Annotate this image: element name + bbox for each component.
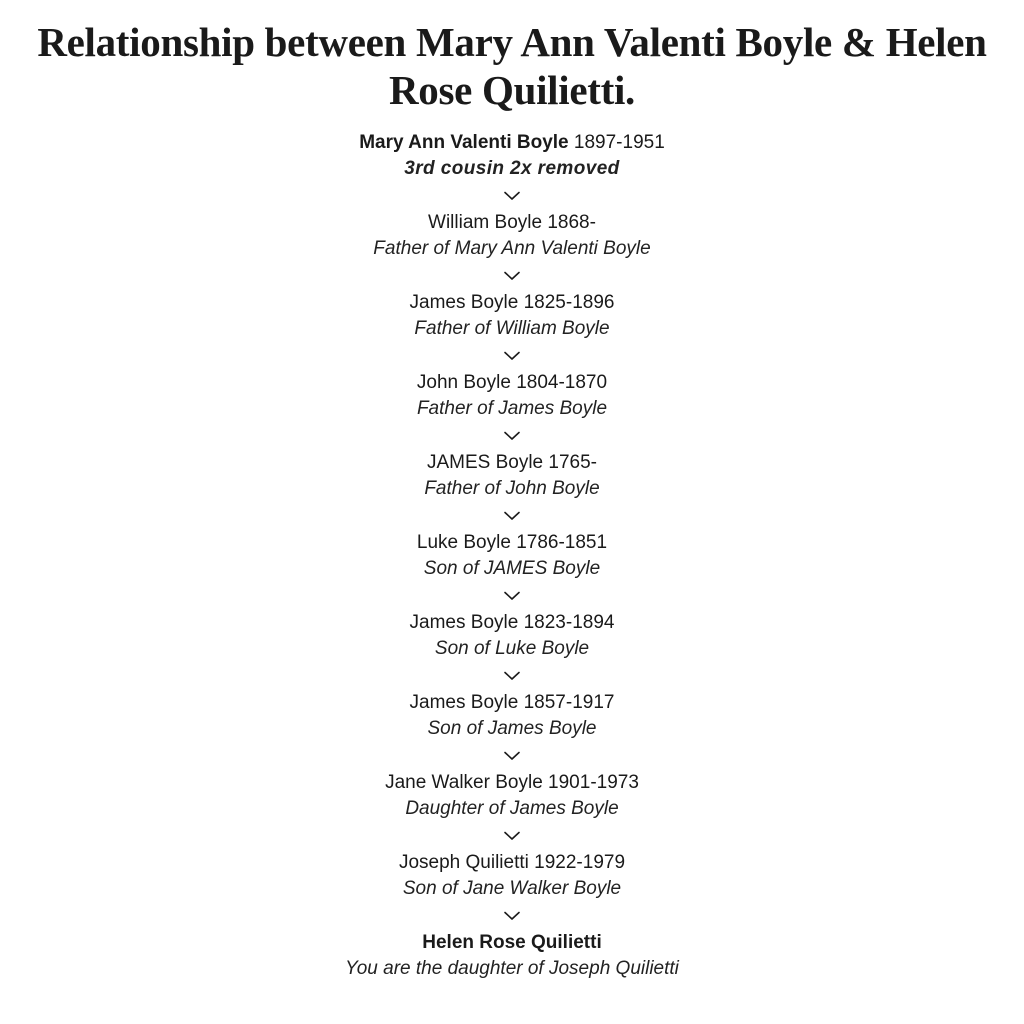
- person-dates: 1804-1870: [516, 372, 608, 393]
- person-entry: [359, 130, 665, 182]
- person-name-line: [410, 690, 615, 716]
- person-dates: 1857-1917: [523, 692, 615, 713]
- person-entry: [399, 850, 625, 902]
- person-name: Jane Walker Boyle: [385, 772, 543, 793]
- person-relation: Son of James Boyle: [427, 718, 597, 739]
- person-dates: 1868-: [547, 212, 596, 233]
- person-relation: Father of John Boyle: [424, 478, 600, 499]
- person-name: James Boyle: [409, 612, 519, 633]
- person-entry: [345, 930, 679, 982]
- chevron-down-icon: [502, 742, 522, 770]
- person-name-line: [427, 450, 597, 476]
- chevron-down-icon: [502, 262, 522, 290]
- person-name-line: [417, 370, 607, 396]
- person-name: Luke Boyle: [416, 532, 511, 553]
- person-relation: 3rd cousin 2x removed: [404, 158, 620, 179]
- person-relation: Son of JAMES Boyle: [423, 558, 601, 579]
- person-entry: [373, 210, 650, 262]
- person-relation: You are the daughter of Joseph Quilietti: [345, 958, 679, 979]
- person-relation: Son of Luke Boyle: [434, 638, 590, 659]
- person-name: Helen Rose Quilietti: [422, 932, 602, 953]
- chevron-down-icon: [502, 662, 522, 690]
- chevron-down-icon: [502, 902, 522, 930]
- person-name: James Boyle: [409, 292, 519, 313]
- person-name-line: [428, 210, 596, 236]
- person-name-line: [359, 130, 665, 156]
- person-entry: [410, 290, 615, 342]
- chevron-down-icon: [502, 582, 522, 610]
- person-entry: [410, 610, 615, 662]
- person-relation: Father of William Boyle: [414, 318, 610, 339]
- person-entry: [417, 530, 607, 582]
- person-dates: 1901-1973: [548, 772, 639, 793]
- chevron-down-icon: [502, 342, 522, 370]
- person-dates: 1786-1851: [516, 532, 608, 553]
- person-entry: [410, 690, 615, 742]
- person-dates: 1897-1951: [573, 132, 665, 153]
- chevron-down-icon: [502, 422, 522, 450]
- person-name: James Boyle: [409, 692, 519, 713]
- chevron-down-icon: [502, 182, 522, 210]
- chevron-down-icon: [502, 822, 522, 850]
- person-entry: [417, 370, 607, 422]
- person-name: Joseph Quilietti: [398, 852, 529, 873]
- person-name: William Boyle: [428, 212, 543, 233]
- chevron-down-icon: [502, 502, 522, 530]
- person-name: Mary Ann Valenti Boyle: [359, 132, 569, 153]
- person-relation: Father of James Boyle: [416, 398, 608, 419]
- person-name-line: [417, 530, 607, 556]
- person-dates: 1825-1896: [523, 292, 615, 313]
- person-name: John Boyle: [416, 372, 511, 393]
- person-entry: [424, 450, 599, 502]
- person-name-line: [385, 770, 639, 796]
- person-dates: 1922-1979: [534, 852, 626, 873]
- person-relation: Son of Jane Walker Boyle: [402, 878, 622, 899]
- person-dates: 1823-1894: [523, 612, 615, 633]
- person-name-line: [399, 850, 625, 876]
- person-dates: 1765-: [548, 452, 598, 473]
- person-name-line: [410, 290, 615, 316]
- person-entry: [385, 770, 639, 822]
- person-relation: Father of Mary Ann Valenti Boyle: [373, 238, 651, 259]
- person-relation: Daughter of James Boyle: [405, 798, 619, 819]
- person-name-line: [422, 930, 601, 956]
- person-name-line: [410, 610, 615, 636]
- person-name: JAMES Boyle: [426, 452, 544, 473]
- relationship-chain: [0, 130, 1024, 982]
- page-title: Relationship between Mary Ann Valenti Boyle & Helen Rose Quilietti.: [37, 19, 987, 113]
